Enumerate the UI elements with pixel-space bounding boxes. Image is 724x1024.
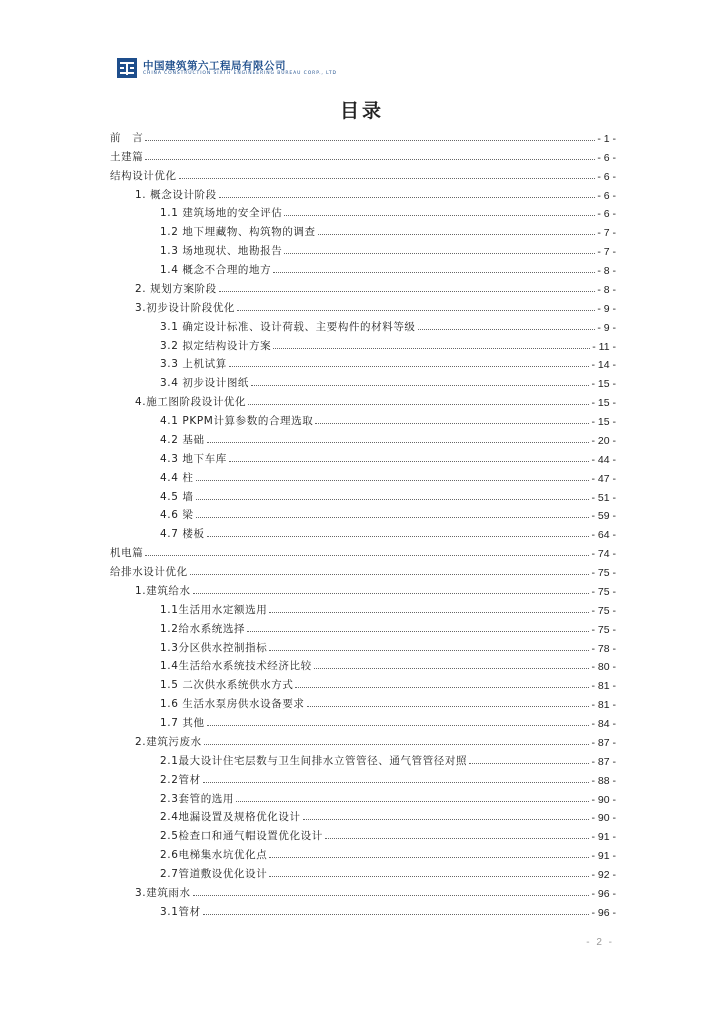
company-name-en: CHINA CONSTRUCTION SIXTH ENGINEERING BUREAU CORP., LTD — [143, 71, 337, 76]
toc-leader-dots — [196, 480, 590, 481]
toc-entry-page: - 81 - — [591, 699, 616, 712]
toc-entry-label: 前 言 — [110, 131, 144, 144]
toc-entry-label: 1.4生活给水系统技术经济比较 — [160, 660, 312, 673]
toc-entry[interactable] — [110, 183, 616, 202]
toc-entry[interactable] — [110, 220, 616, 239]
toc-entry[interactable] — [110, 504, 616, 523]
toc-entry-label: 3.1 确定设计标准、设计荷载、主要构件的材料等级 — [160, 320, 416, 333]
toc-entry-page: - 81 - — [591, 680, 616, 693]
toc-entry-label: 3.1管材 — [160, 905, 201, 918]
toc-entry-page: - 90 - — [591, 812, 616, 825]
toc-entry[interactable] — [110, 806, 616, 825]
toc-entry[interactable] — [110, 258, 616, 277]
toc-leader-dots — [196, 517, 590, 518]
toc-leader-dots — [269, 650, 589, 651]
toc-entry-label: 4.5 墙 — [160, 490, 194, 503]
toc-entry-page: - 64 - — [591, 529, 616, 542]
toc-entry-label: 4.3 地下车库 — [160, 452, 227, 465]
toc-leader-dots — [314, 668, 590, 669]
toc-leader-dots — [203, 914, 590, 915]
company-logo-icon — [117, 58, 137, 78]
toc-entry-page: - 7 - — [597, 246, 616, 259]
toc-leader-dots — [307, 706, 590, 707]
toc-entry[interactable] — [110, 730, 616, 749]
toc-entry-label: 4.6 梁 — [160, 509, 194, 522]
toc-leader-dots — [318, 234, 596, 235]
toc-entry[interactable] — [110, 560, 616, 579]
toc-entry[interactable] — [110, 655, 616, 674]
page-title: 目录 — [339, 100, 384, 122]
toc-entry-label: 2.6电梯集水坑优化点 — [160, 849, 268, 862]
toc-entry-page: - 47 - — [591, 472, 616, 485]
toc-leader-dots — [303, 819, 590, 820]
toc-leader-dots — [237, 310, 595, 311]
toc-entry-label: 土建篇 — [110, 150, 144, 163]
toc-entry[interactable] — [110, 315, 616, 334]
toc-entry[interactable] — [110, 862, 616, 881]
toc-entry-page: - 75 - — [591, 604, 616, 617]
toc-leader-dots — [207, 442, 590, 443]
toc-entry-label: 1.6 生活水泵房供水设备要求 — [160, 698, 305, 711]
toc-entry-page: - 11 - — [592, 340, 616, 353]
toc-entry-page: - 87 - — [591, 755, 616, 768]
toc-leader-dots — [196, 499, 590, 500]
toc-entry[interactable] — [110, 296, 616, 315]
table-of-contents — [110, 126, 616, 919]
toc-entry[interactable] — [110, 277, 616, 296]
toc-entry[interactable] — [110, 692, 616, 711]
toc-entry-label: 3.3 上机试算 — [160, 358, 227, 371]
toc-entry[interactable] — [110, 768, 616, 787]
toc-entry[interactable] — [110, 126, 616, 145]
toc-entry-label: 3.2 拟定结构设计方案 — [160, 339, 272, 352]
toc-entry[interactable] — [110, 824, 616, 843]
toc-entry[interactable] — [110, 541, 616, 560]
toc-entry-page: - 15 - — [591, 378, 616, 391]
page-number: - 2 - — [586, 937, 614, 948]
toc-entry-label: 1.2 地下埋藏物、构筑物的调查 — [160, 226, 316, 239]
toc-leader-dots — [145, 159, 595, 160]
toc-entry[interactable] — [110, 409, 616, 428]
toc-leader-dots — [236, 801, 589, 802]
toc-entry-label: 1.3分区供水控制指标 — [160, 641, 268, 654]
toc-leader-dots — [273, 348, 590, 349]
toc-entry-label: 1.2给水系统选择 — [160, 622, 246, 635]
toc-entry-page: - 91 - — [591, 831, 616, 844]
toc-entry-page: - 59 - — [591, 510, 616, 523]
toc-entry-page: - 6 - — [597, 151, 616, 164]
toc-entry-page: - 96 - — [591, 906, 616, 919]
company-name-cn: 中国建筑第六工程局有限公司 — [143, 60, 286, 72]
toc-entry-page: - 74 - — [591, 548, 616, 561]
toc-leader-dots — [248, 404, 589, 405]
toc-entry[interactable] — [110, 579, 616, 598]
toc-leader-dots — [207, 725, 590, 726]
toc-entry-page: - 6 - — [597, 208, 616, 221]
toc-leader-dots — [469, 763, 589, 764]
toc-leader-dots — [251, 385, 589, 386]
toc-entry-page: - 44 - — [591, 453, 616, 466]
toc-entry-label: 1. 概念设计阶段 — [135, 188, 217, 201]
toc-leader-dots — [229, 461, 590, 462]
toc-entry[interactable] — [110, 900, 616, 919]
toc-entry-page: - 15 - — [591, 397, 616, 410]
toc-entry-label: 4.7 楼板 — [160, 528, 205, 541]
toc-entry-label: 1.1生活用水定额选用 — [160, 603, 268, 616]
toc-entry-page: - 78 - — [591, 642, 616, 655]
toc-entry-label: 1.建筑给水 — [135, 584, 191, 597]
toc-entry-page: - 91 - — [591, 850, 616, 863]
toc-leader-dots — [295, 687, 589, 688]
toc-entry-page: - 75 - — [591, 585, 616, 598]
toc-entry[interactable] — [110, 447, 616, 466]
toc-entry-page: - 7 - — [597, 227, 616, 240]
toc-entry-page: - 88 - — [591, 774, 616, 787]
toc-leader-dots — [229, 366, 590, 367]
toc-entry[interactable] — [110, 466, 616, 485]
toc-entry-label: 机电篇 — [110, 547, 144, 560]
toc-entry-page: - 96 - — [591, 887, 616, 900]
toc-leader-dots — [325, 838, 590, 839]
toc-entry-label: 2.1最大设计住宅层数与卫生间排水立管管径、通气管管径对照 — [160, 754, 468, 767]
toc-entry-page: - 87 - — [591, 736, 616, 749]
toc-entry[interactable] — [110, 239, 616, 258]
toc-leader-dots — [145, 555, 589, 556]
toc-entry-label: 3.4 初步设计图纸 — [160, 377, 250, 390]
toc-leader-dots — [145, 140, 595, 141]
toc-leader-dots — [193, 895, 590, 896]
toc-entry-page: - 14 - — [591, 359, 616, 372]
toc-leader-dots — [204, 744, 590, 745]
toc-entry[interactable] — [110, 390, 616, 409]
toc-leader-dots — [315, 423, 589, 424]
toc-entry[interactable] — [110, 787, 616, 806]
toc-leader-dots — [190, 574, 590, 575]
toc-entry-page: - 8 - — [597, 283, 616, 296]
toc-entry-label: 2.7管道敷设优化设计 — [160, 868, 268, 880]
toc-entry-label: 3.建筑雨水 — [135, 886, 191, 899]
toc-entry-page: - 6 - — [597, 170, 616, 183]
company-header — [117, 58, 617, 80]
toc-entry[interactable] — [110, 485, 616, 504]
toc-entry[interactable] — [110, 353, 616, 372]
toc-leader-dots — [247, 631, 589, 632]
toc-entry[interactable] — [110, 371, 616, 390]
toc-entry-page: - 51 - — [591, 491, 616, 504]
toc-entry-label: 4.2 基础 — [160, 433, 205, 446]
toc-entry-label: 2.建筑污废水 — [135, 735, 202, 748]
toc-entry[interactable] — [110, 843, 616, 862]
toc-leader-dots — [269, 612, 589, 613]
toc-leader-dots — [203, 782, 590, 783]
toc-leader-dots — [219, 197, 596, 198]
toc-entry[interactable] — [110, 522, 616, 541]
toc-entry-page: - 9 - — [597, 321, 616, 334]
toc-entry-label: 给排水设计优化 — [110, 566, 188, 578]
toc-entry-label: 4.施工图阶段设计优化 — [135, 396, 247, 409]
toc-entry-page: - 8 - — [597, 265, 616, 277]
toc-entry-label: 2.5检查口和通气帽设置优化设计 — [160, 830, 323, 843]
toc-entry[interactable] — [110, 617, 616, 636]
toc-entry-page: - 92 - — [591, 869, 616, 881]
toc-entry-label: 1.7 其他 — [160, 717, 205, 729]
toc-entry-label: 2.2管材 — [160, 773, 201, 786]
toc-leader-dots — [284, 215, 595, 216]
toc-entry[interactable] — [110, 145, 616, 164]
toc-entry-page: - 75 - — [591, 623, 616, 636]
toc-leader-dots — [219, 291, 596, 292]
toc-entry-page: - 75 - — [591, 567, 616, 579]
toc-entry[interactable] — [110, 749, 616, 768]
toc-entry-label: 4.1 PKPM计算参数的合理选取 — [160, 415, 314, 427]
toc-entry-label: 2. 规划方案阶段 — [135, 282, 217, 295]
toc-leader-dots — [269, 876, 589, 877]
toc-entry-label: 2.4地漏设置及规格优化设计 — [160, 811, 301, 824]
toc-leader-dots — [418, 329, 596, 330]
toc-leader-dots — [193, 593, 590, 594]
toc-entry[interactable] — [110, 428, 616, 447]
toc-entry-page: - 90 - — [591, 793, 616, 806]
toc-entry-page: - 20 - — [591, 434, 616, 447]
toc-entry-label: 1.4 概念不合理的地方 — [160, 264, 272, 276]
toc-leader-dots — [179, 178, 596, 179]
toc-entry[interactable] — [110, 673, 616, 692]
toc-entry[interactable] — [110, 636, 616, 655]
toc-entry-label: 3.初步设计阶段优化 — [135, 301, 236, 314]
toc-entry[interactable] — [110, 334, 616, 353]
toc-leader-dots — [269, 857, 589, 858]
toc-entry-label: 2.3套管的选用 — [160, 792, 234, 805]
toc-entry-label: 1.5 二次供水系统供水方式 — [160, 679, 294, 692]
toc-entry[interactable] — [110, 164, 616, 183]
toc-entry-page: - 6 - — [597, 189, 616, 202]
toc-entry[interactable] — [110, 598, 616, 617]
toc-entry-label: 4.4 柱 — [160, 471, 194, 484]
toc-leader-dots — [284, 253, 595, 254]
toc-leader-dots — [273, 272, 595, 273]
toc-entry-label: 1.1 建筑场地的安全评估 — [160, 207, 283, 220]
toc-entry-page: - 9 - — [597, 302, 616, 315]
toc-entry-page: - 15 - — [591, 416, 616, 428]
toc-entry[interactable] — [110, 881, 616, 900]
toc-entry[interactable] — [110, 711, 616, 730]
toc-entry-page: - 84 - — [591, 718, 616, 730]
toc-leader-dots — [207, 536, 590, 537]
toc-entry-page: - 80 - — [591, 661, 616, 674]
toc-entry[interactable] — [110, 202, 616, 221]
toc-entry-label: 结构设计优化 — [110, 169, 177, 182]
toc-entry-page: - 1 - — [597, 132, 616, 145]
toc-entry-label: 1.3 场地现状、地勘报告 — [160, 245, 283, 258]
